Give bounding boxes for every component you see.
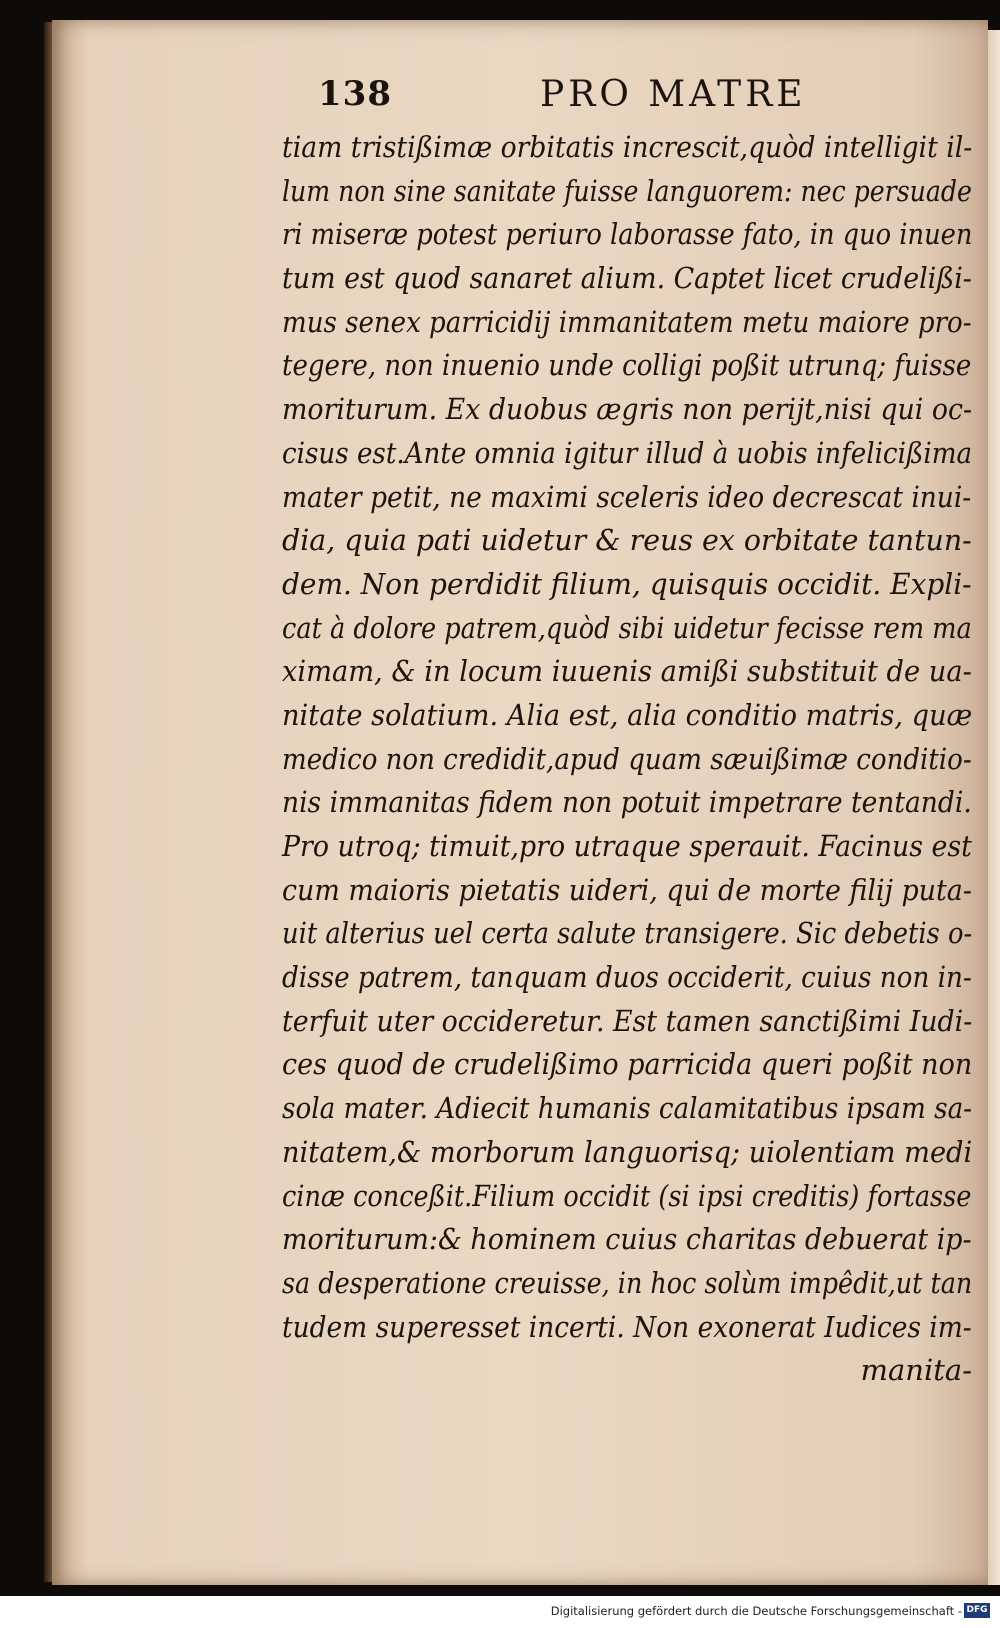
page-number: 138 — [318, 74, 392, 114]
text-line: cat à dolore patrem,quòd sibi uidetur fecisse rem ma — [282, 610, 972, 645]
text-line: cinæ conceßit.Filium occidit (si ipsi creditis) fortasse — [282, 1178, 972, 1213]
text-line: sa desperatione creuisse, in hoc solùm impêdit,ut tan — [282, 1265, 973, 1300]
running-head: PRO MATRE — [540, 74, 807, 115]
text-line: Pro utroq; timuit,pro utraque sperauit. Facinus est — [282, 829, 972, 863]
text-line: uit alterius uel certa salute transigere. Sic debetis o- — [282, 916, 973, 951]
text-line: cum maioris pietatis uideri, qui de morte filij puta- — [282, 872, 972, 907]
text-line: dia, quia pati uidetur & reus ex orbitate tantun- — [282, 523, 972, 558]
dfg-logo: DFG — [964, 1603, 990, 1618]
text-line: medico non credidit,apud quam sæuißimæ conditio- — [282, 741, 972, 776]
funding-credit: Digitalisierung gefördert durch die Deutsche Forschungsgemeinschaft - — [550, 1604, 962, 1618]
text-line: ces quod de crudelißimo parricida queri poßit non — [282, 1047, 973, 1082]
text-line: tegere, non inuenio unde colligi poßit utrunq; fuisse — [282, 348, 972, 383]
text-line: tum est quod sanaret alium. Captet licet crudelißi- — [282, 261, 972, 296]
text-line: disse patrem, tanquam duos occiderit, cuius non in- — [282, 960, 972, 995]
text-line: lum non sine sanitate fuisse languorem: nec persuade — [282, 173, 972, 208]
page-header — [318, 74, 938, 118]
catchword: manita- — [860, 1353, 972, 1388]
footer — [0, 1596, 1000, 1628]
text-line: ximam, & in locum iuuenis amißi substituit de ua- — [282, 654, 972, 689]
text-line: dem. Non perdidit filium, quisquis occidit. Expli- — [282, 566, 972, 601]
text-line: nitatem,& morborum languorisq; uiolentiam medi — [282, 1134, 973, 1169]
text-line: mus senex parricidij immanitatem metu maiore pro- — [282, 304, 972, 339]
text-line: nis immanitas fidem non potuit impetrare tentandi. — [282, 785, 972, 820]
page-text — [282, 126, 972, 1393]
text-line: cisus est.Ante omnia igitur illud à uobis infelicißima — [282, 435, 973, 470]
text-line: moriturum:& hominem cuius charitas debuerat ip- — [282, 1222, 972, 1257]
text-line: moriturum. Ex duobus ægris non perijt,nisi qui oc- — [282, 392, 973, 427]
text-line: tiam tristißimæ orbitatis increscit,quòd intelligit il- — [282, 130, 973, 164]
text-line: ri miseræ potest periuro laborasse fato, in quo inuen — [282, 217, 973, 252]
text-line: nitate solatium. Alia est, alia conditio matris, quæ — [282, 697, 973, 732]
text-line: sola mater. Adiecit humanis calamitatibus ipsam sa- — [282, 1091, 973, 1126]
text-line: terfuit uter occideretur. Est tamen sanctißimi Iudi- — [282, 1003, 973, 1038]
text-line: tudem superesset incerti. Non exonerat Iudices im- — [282, 1309, 972, 1344]
text-line: mater petit, ne maximi sceleris ideo decrescat inui- — [282, 479, 972, 514]
